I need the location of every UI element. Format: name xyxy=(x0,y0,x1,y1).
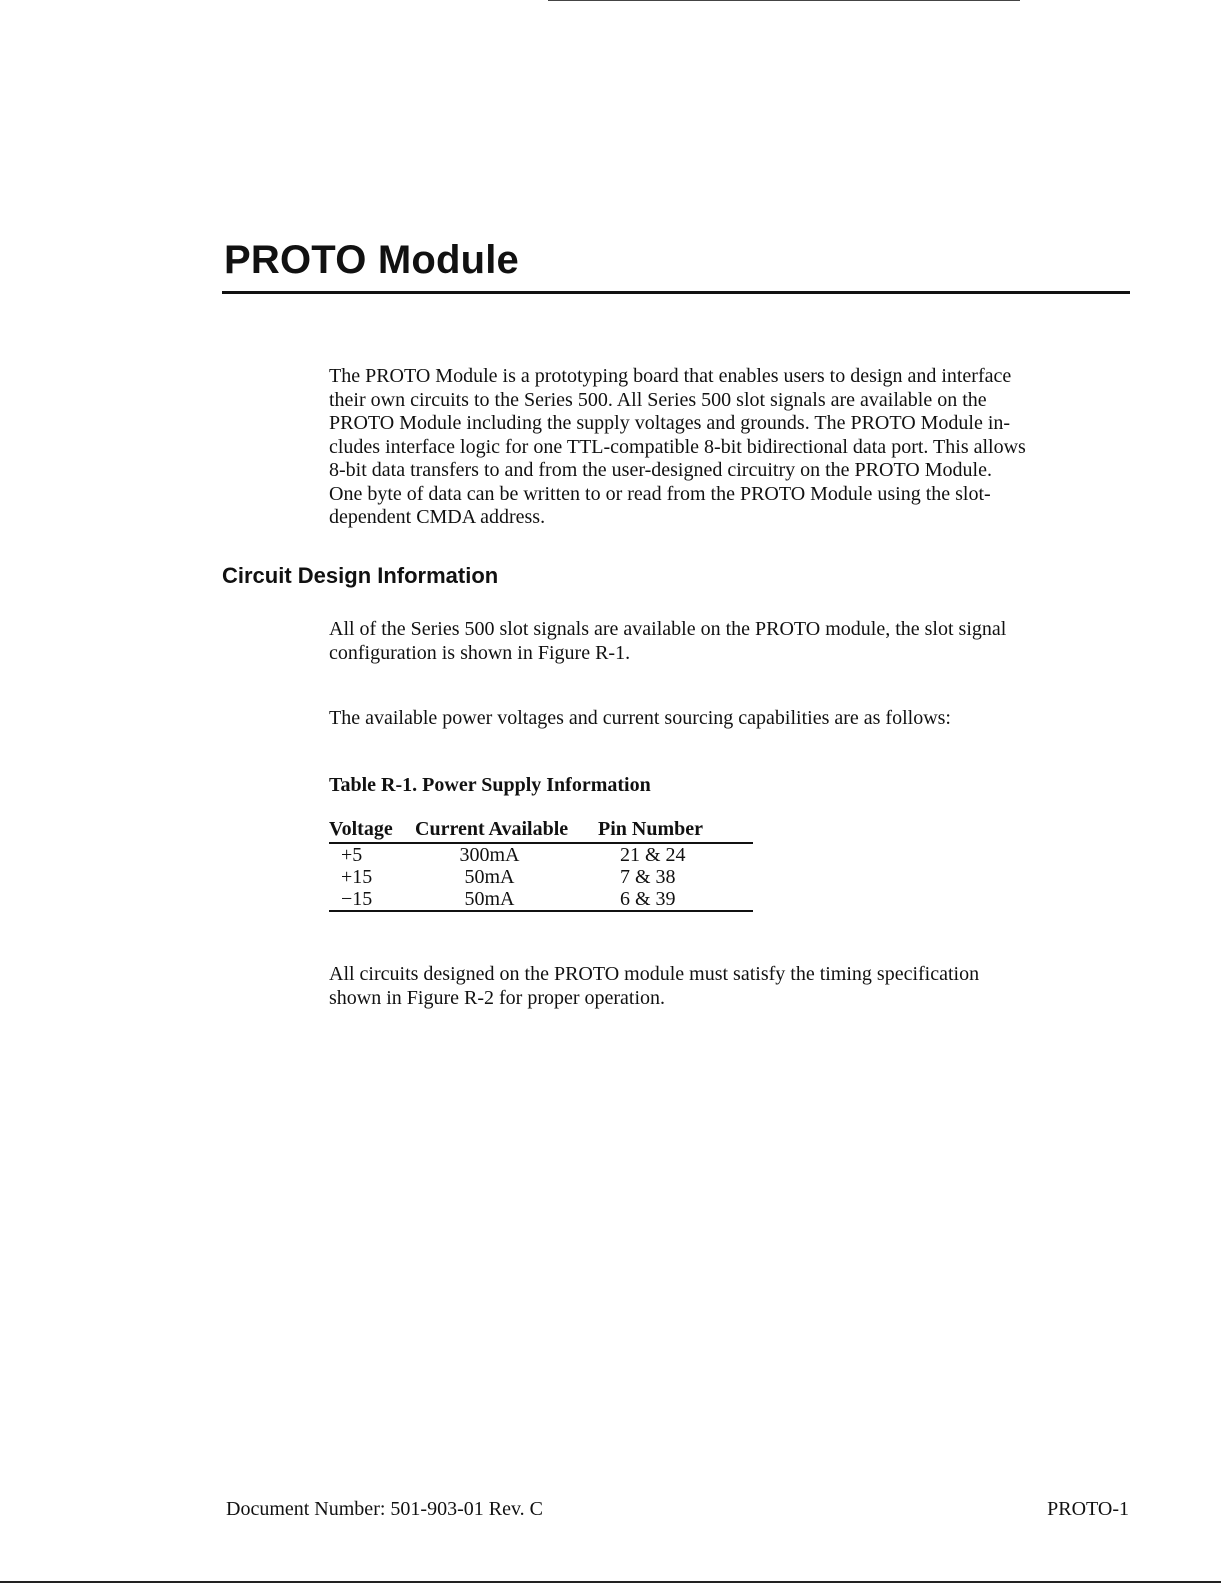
slot-signals-paragraph xyxy=(329,618,1119,665)
intro-line: The PROTO Module is a prototyping board that enables users to design and interface xyxy=(329,365,1012,387)
intro-line: 8-bit data transfers to and from the user-designed circuitry on the PROTO Module. xyxy=(329,459,992,481)
bottom-rule xyxy=(0,1581,1221,1583)
header-voltage: Voltage xyxy=(329,818,415,843)
intro-paragraph xyxy=(329,365,1119,530)
header-current-available: Current Available xyxy=(415,818,598,843)
top-rule xyxy=(548,0,1020,1)
paragraph-line: configuration is shown in Figure R-1. xyxy=(329,641,631,664)
cell-current: 50mA xyxy=(464,866,515,888)
header-pin-number: Pin Number xyxy=(598,818,753,843)
table-row xyxy=(329,843,753,866)
section-heading: Circuit Design Information xyxy=(222,563,499,588)
cell-voltage: +15 xyxy=(341,866,373,888)
title-rule xyxy=(222,291,1130,294)
timing-paragraph xyxy=(329,963,1119,1010)
paragraph-line: All of the Series 500 slot signals are available on the PROTO module, the slot signal xyxy=(329,618,1007,640)
cell-pin: 21 & 24 xyxy=(620,844,686,866)
intro-line: cludes interface logic for one TTL-compatible 8-bit bidirectional data port. This allows xyxy=(329,435,1026,458)
power-voltages-paragraph: The available power voltages and current sourcing capabilities are as follows: xyxy=(329,707,951,729)
intro-line: their own circuits to the Series 500. All Series 500 slot signals are available on the xyxy=(329,388,987,411)
intro-line: One byte of data can be written to or read from the PROTO Module using the slot- xyxy=(329,482,991,505)
power-supply-table xyxy=(329,818,753,912)
cell-voltage: −15 xyxy=(329,888,415,911)
intro-line: dependent CMDA address. xyxy=(329,506,546,528)
paragraph-line: shown in Figure R-2 for proper operation. xyxy=(329,986,666,1009)
intro-line: PROTO Module including the supply voltages and grounds. The PROTO Module in- xyxy=(329,412,1011,434)
page-title: PROTO Module xyxy=(224,238,519,282)
cell-current: 50mA xyxy=(415,888,598,911)
table-caption: Table R-1. Power Supply Information xyxy=(329,774,651,796)
cell-voltage: +5 xyxy=(341,844,363,866)
footer-page-label: PROTO-1 xyxy=(1047,1498,1129,1520)
table-row xyxy=(329,888,753,911)
cell-current: 300mA xyxy=(459,844,520,866)
paragraph-line: All circuits designed on the PROTO module must satisfy the timing specification xyxy=(329,963,980,985)
table-header-row xyxy=(329,818,753,843)
cell-pin: 7 & 38 xyxy=(620,866,676,888)
cell-pin: 6 & 39 xyxy=(598,888,753,911)
footer-document-number: Document Number: 501-903-01 Rev. C xyxy=(226,1498,543,1520)
table-row xyxy=(329,866,753,888)
